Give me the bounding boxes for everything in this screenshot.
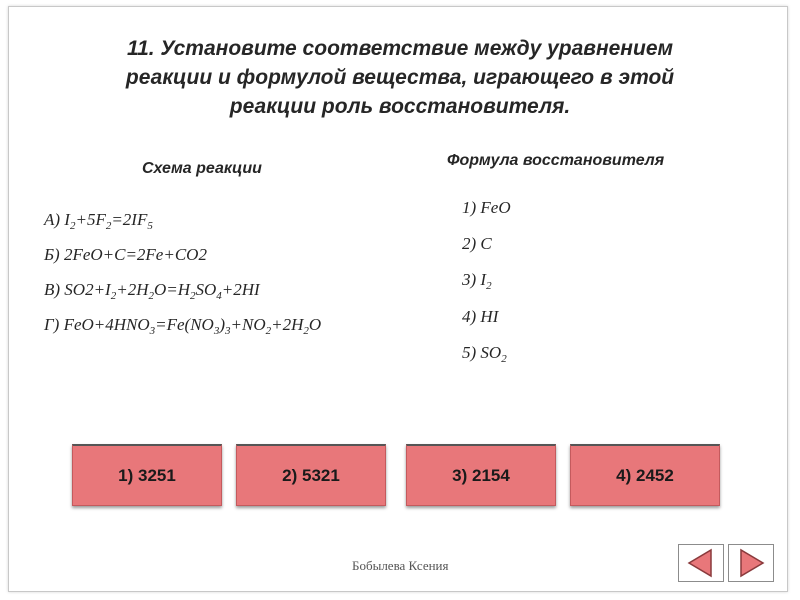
- equation-d: Г) $FeO+4HNO_3=Fe(NO_3)_3+NO_2+2H_2O$: [44, 315, 322, 337]
- title-line: реакции и формулой вещества, играющего в этой: [125, 66, 675, 89]
- option-1: 1) FeO: [462, 198, 511, 217]
- option-4: 4) HI: [462, 307, 499, 326]
- option-5: 5) $SO_2$: [462, 343, 507, 365]
- triangle-right-icon: [729, 545, 773, 581]
- equation-c: В) $SO2+I_2+2H_2O=H_2SO_4+2HI$: [44, 280, 260, 302]
- answer-button-2[interactable]: 2) 5321: [236, 444, 386, 506]
- answer-button-4[interactable]: 4) 2452: [570, 444, 720, 506]
- title-line: 11. Установите соответствие между уравнением: [126, 37, 674, 60]
- question-title: [40, 34, 760, 121]
- reaction-scheme-header: Схема реакции: [142, 160, 262, 177]
- title-line: реакции роль восстановителя.: [229, 95, 571, 118]
- equation-b: Б) 2FeO+C=2Fe+CO2: [44, 245, 207, 264]
- answer-button-1[interactable]: 1) 3251: [72, 444, 222, 506]
- option-2: 2) C: [462, 234, 492, 253]
- triangle-left-icon: [679, 545, 723, 581]
- prev-slide-button[interactable]: [678, 544, 724, 582]
- equation-a: А) $I_2+5F_2=2IF_5$: [44, 210, 153, 232]
- option-3: 3) $I_2$: [462, 270, 492, 292]
- next-slide-button[interactable]: [728, 544, 774, 582]
- author-footer: Бобылева Ксения: [352, 558, 449, 573]
- reductant-formula-header: Формула восстановителя: [447, 152, 665, 169]
- answer-button-3[interactable]: 3) 2154: [406, 444, 556, 506]
